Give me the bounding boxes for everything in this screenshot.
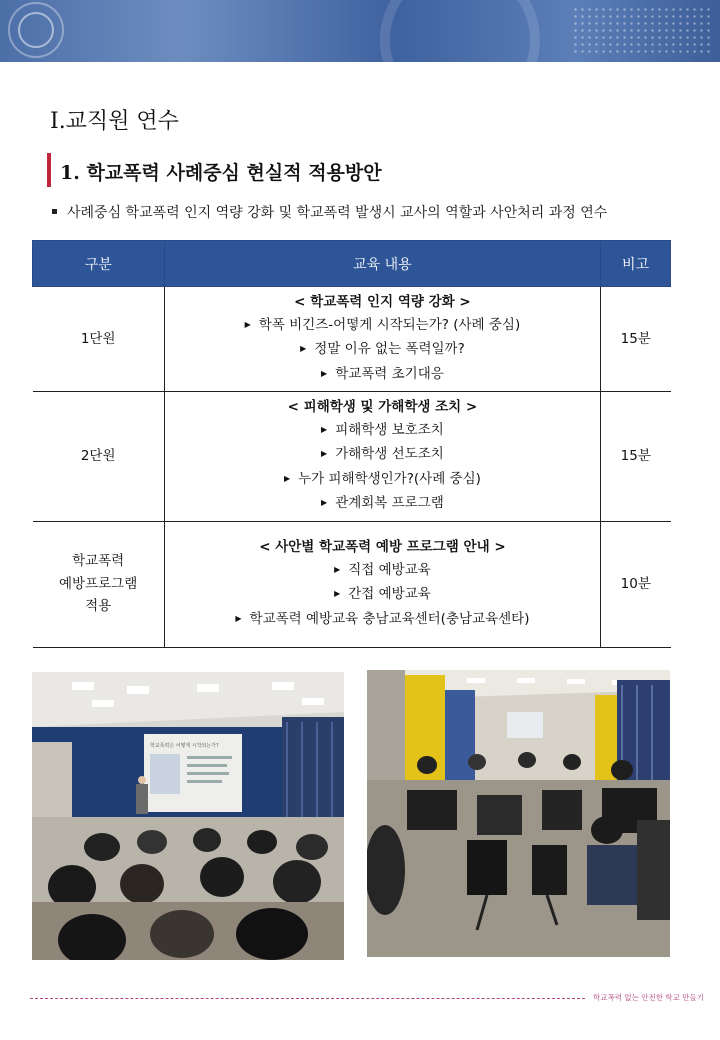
unit-cell (33, 287, 165, 392)
list-item: ▶ 학교폭력 예방교육 충남교육센터(충남교육센타) (235, 610, 530, 627)
content-heading: < 학교폭력 인지 역량 강화 > (294, 294, 471, 310)
triangle-bullet-icon: ▶ (321, 449, 328, 458)
table-row (33, 287, 671, 392)
unit-label: 1단원 (80, 330, 116, 347)
content-cell (164, 521, 600, 647)
footer-text: 학교폭력 없는 안전한 학교 만들기 (593, 993, 704, 1002)
list-item: ▶ 가해학생 선도조치 (321, 446, 444, 462)
unit-label: 학교폭력 (72, 553, 125, 570)
training-photo-left (32, 672, 344, 960)
footer-divider (30, 998, 585, 999)
header-content: 교육 내용 (164, 241, 600, 287)
lecture-hall-illustration (32, 672, 344, 960)
unit-label: 적용 (85, 598, 112, 615)
list-item: ▶ 피해학생 보호조치 (321, 421, 444, 438)
unit-cell (33, 521, 165, 647)
triangle-bullet-icon: ▶ (244, 319, 251, 329)
summary-text: 사례중심 학교폭력 인지 역량 강화 및 학교폭력 발생시 교사의 역할과 사안처리 과정 연수 (67, 205, 608, 221)
subsection-accent-bar (47, 153, 51, 187)
content-heading: < 피해학생 및 가해학생 조치 > (287, 399, 478, 415)
subsection-title: 1. 학교폭력 사례중심 현실적 적용방안 (60, 162, 382, 184)
triangle-bullet-icon: ▶ (283, 473, 291, 483)
triangle-bullet-icon: ▶ (321, 498, 328, 507)
list-item: ▶ 간접 예방교육 (334, 586, 431, 602)
list-item: ▶ 학교폭력 초기대응 (321, 365, 444, 382)
list-item: ▶ 정말 이유 없는 폭력일까? (300, 341, 465, 357)
classroom-illustration (367, 670, 670, 957)
content-cell (164, 392, 600, 522)
content-cell (164, 287, 600, 392)
note-cell: 10분 (601, 521, 671, 647)
screen-title: 학교폭력은 어떻게 시작되는가? (150, 743, 219, 749)
triangle-bullet-icon: ▶ (235, 613, 242, 623)
training-plan-table (32, 240, 671, 648)
note-cell: 15분 (601, 392, 671, 522)
list-item: ▶ 직접 예방교육 (334, 561, 431, 578)
triangle-bullet-icon: ▶ (321, 368, 328, 378)
note-cell: 15분 (601, 287, 671, 392)
table-header-row (33, 241, 671, 287)
square-bullet-icon (52, 209, 57, 214)
training-photo-right (367, 670, 670, 957)
triangle-bullet-icon: ▶ (334, 589, 341, 598)
banner-ring-decoration (380, 0, 540, 62)
triangle-bullet-icon: ▶ (300, 344, 307, 353)
header-banner (0, 0, 720, 62)
header-category: 구분 (33, 241, 165, 287)
table-row (33, 392, 671, 522)
list-item: ▶ 누가 피해학생인가?(사례 중심) (283, 470, 481, 487)
triangle-bullet-icon: ▶ (321, 424, 328, 434)
section-title: I.교직원 연수 (50, 109, 179, 134)
list-item: ▶ 관계회복 프로그램 (321, 495, 444, 511)
unit-label: 예방프로그램 (59, 575, 138, 592)
unit-label: 2단원 (80, 448, 116, 464)
triangle-bullet-icon: ▶ (334, 564, 341, 574)
banner-ring-decoration (18, 12, 54, 48)
header-note: 비고 (601, 241, 671, 287)
content-heading: < 사안별 학교폭력 예방 프로그램 안내 > (259, 539, 506, 555)
list-item: ▶ 학폭 비긴즈-어떻게 시작되는가? (사례 중심) (244, 316, 521, 333)
banner-dot-pattern (572, 6, 712, 56)
unit-cell (33, 392, 165, 522)
table-row (33, 521, 671, 647)
summary-line (52, 202, 607, 222)
